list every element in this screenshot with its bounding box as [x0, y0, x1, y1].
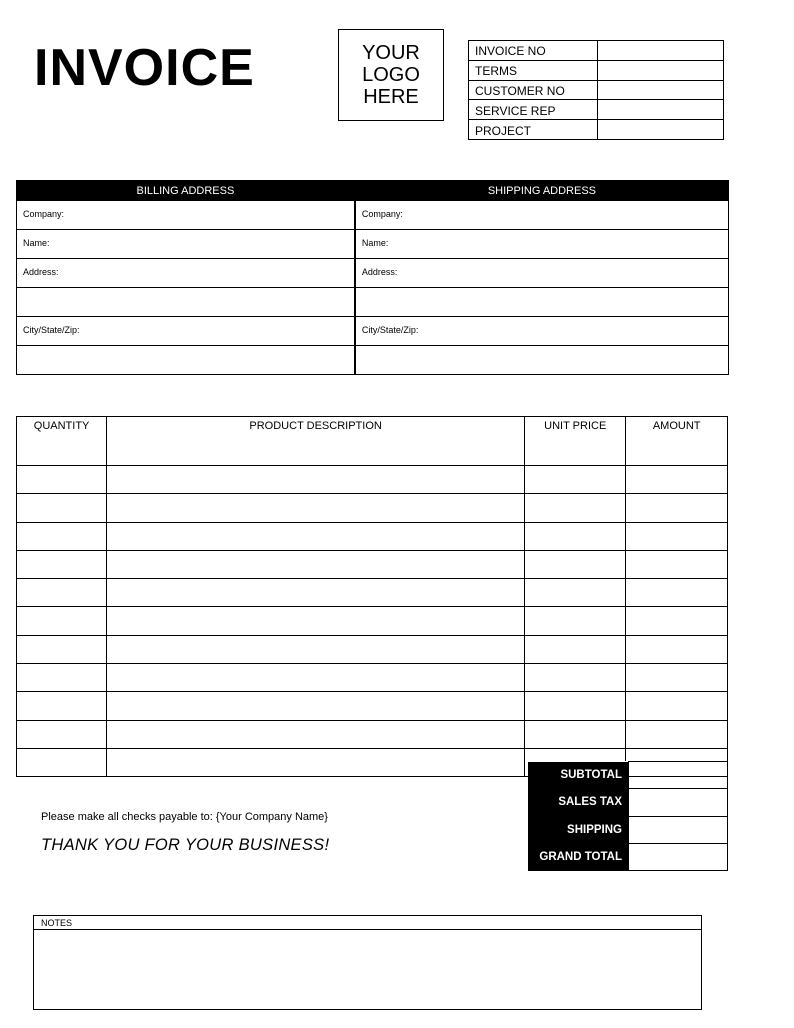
- shipping-company-field[interactable]: Company:: [355, 201, 729, 230]
- quantity-cell[interactable]: [17, 579, 107, 607]
- terms-field[interactable]: [598, 60, 724, 80]
- thank-you-message: THANK YOU FOR YOUR BUSINESS!: [41, 836, 330, 854]
- invoice-meta-table: [468, 40, 724, 140]
- amount-cell[interactable]: [626, 494, 728, 522]
- subtotal-label: SUBTOTAL: [529, 762, 629, 789]
- grand-total-field[interactable]: [629, 843, 728, 870]
- description-cell[interactable]: [107, 466, 525, 494]
- shipping-city-state-zip-field[interactable]: City/State/Zip:: [355, 317, 729, 346]
- amount-cell[interactable]: [626, 522, 728, 550]
- payable-note: Please make all checks payable to: {Your Company Name}: [41, 811, 328, 823]
- quantity-cell[interactable]: [17, 720, 107, 748]
- sales-tax-field[interactable]: [629, 789, 728, 816]
- meta-label: CUSTOMER NO: [469, 80, 598, 100]
- sales-tax-label: SALES TAX: [529, 789, 629, 816]
- description-cell[interactable]: [107, 579, 525, 607]
- logo-placeholder: [338, 29, 444, 121]
- logo-line: YOUR: [362, 42, 420, 64]
- line-item-row: [17, 494, 728, 522]
- unit-price-cell[interactable]: [525, 635, 626, 663]
- quantity-cell[interactable]: [17, 748, 107, 776]
- description-cell[interactable]: [107, 692, 525, 720]
- amount-cell[interactable]: [626, 607, 728, 635]
- unit-price-column-header: UNIT PRICE: [525, 417, 626, 466]
- amount-cell[interactable]: [626, 635, 728, 663]
- meta-label: PROJECT: [469, 120, 598, 140]
- unit-price-cell[interactable]: [525, 664, 626, 692]
- description-cell[interactable]: [107, 664, 525, 692]
- billing-address-line2-field[interactable]: [17, 288, 355, 317]
- unit-price-cell[interactable]: [525, 494, 626, 522]
- amount-cell[interactable]: [626, 550, 728, 578]
- address-table: [16, 180, 729, 375]
- logo-line: LOGO: [362, 64, 420, 86]
- description-cell[interactable]: [107, 607, 525, 635]
- description-cell[interactable]: [107, 635, 525, 663]
- quantity-cell[interactable]: [17, 635, 107, 663]
- line-item-row: [17, 466, 728, 494]
- description-column-header: PRODUCT DESCRIPTION: [107, 417, 525, 466]
- shipping-address-line2-field[interactable]: [355, 288, 729, 317]
- billing-extra-field[interactable]: [17, 346, 355, 375]
- meta-label: INVOICE NO: [469, 41, 598, 61]
- unit-price-cell[interactable]: [525, 692, 626, 720]
- notes-box: [33, 915, 702, 1010]
- line-item-row: [17, 579, 728, 607]
- meta-row-invoice-no: [469, 41, 724, 61]
- billing-address-field[interactable]: Address:: [17, 259, 355, 288]
- shipping-extra-field[interactable]: [355, 346, 729, 375]
- invoice-no-field[interactable]: [598, 41, 724, 61]
- meta-label: SERVICE REP: [469, 100, 598, 120]
- totals-table: [528, 761, 728, 871]
- unit-price-cell[interactable]: [525, 466, 626, 494]
- customer-no-field[interactable]: [598, 80, 724, 100]
- billing-company-field[interactable]: Company:: [17, 201, 355, 230]
- amount-column-header: AMOUNT: [626, 417, 728, 466]
- description-cell[interactable]: [107, 522, 525, 550]
- quantity-cell[interactable]: [17, 692, 107, 720]
- line-item-row: [17, 607, 728, 635]
- logo-line: HERE: [363, 86, 419, 108]
- unit-price-cell[interactable]: [525, 720, 626, 748]
- notes-field[interactable]: [34, 930, 701, 1010]
- amount-cell[interactable]: [626, 466, 728, 494]
- meta-label: TERMS: [469, 60, 598, 80]
- billing-city-state-zip-field[interactable]: City/State/Zip:: [17, 317, 355, 346]
- unit-price-cell[interactable]: [525, 522, 626, 550]
- amount-cell[interactable]: [626, 692, 728, 720]
- billing-name-field[interactable]: Name:: [17, 230, 355, 259]
- line-item-row: [17, 692, 728, 720]
- quantity-cell[interactable]: [17, 494, 107, 522]
- billing-address-header: BILLING ADDRESS: [17, 181, 355, 201]
- line-item-row: [17, 664, 728, 692]
- description-cell[interactable]: [107, 550, 525, 578]
- amount-cell[interactable]: [626, 579, 728, 607]
- subtotal-field[interactable]: [629, 762, 728, 789]
- meta-row-project: [469, 120, 724, 140]
- shipping-address-field[interactable]: Address:: [355, 259, 729, 288]
- line-item-row: [17, 720, 728, 748]
- project-field[interactable]: [598, 120, 724, 140]
- grand-total-label: GRAND TOTAL: [529, 843, 629, 870]
- meta-row-customer-no: [469, 80, 724, 100]
- unit-price-cell[interactable]: [525, 550, 626, 578]
- amount-cell[interactable]: [626, 664, 728, 692]
- notes-label: NOTES: [34, 916, 701, 930]
- line-item-row: [17, 635, 728, 663]
- meta-row-terms: [469, 60, 724, 80]
- shipping-field[interactable]: [629, 816, 728, 843]
- invoice-title: INVOICE: [34, 39, 255, 97]
- shipping-label: SHIPPING: [529, 816, 629, 843]
- description-cell[interactable]: [107, 494, 525, 522]
- description-cell[interactable]: [107, 748, 525, 776]
- shipping-name-field[interactable]: Name:: [355, 230, 729, 259]
- quantity-cell[interactable]: [17, 550, 107, 578]
- unit-price-cell[interactable]: [525, 607, 626, 635]
- description-cell[interactable]: [107, 720, 525, 748]
- quantity-column-header: QUANTITY: [17, 417, 107, 466]
- line-item-row: [17, 550, 728, 578]
- service-rep-field[interactable]: [598, 100, 724, 120]
- shipping-address-header: SHIPPING ADDRESS: [355, 181, 729, 201]
- line-item-row: [17, 522, 728, 550]
- quantity-cell[interactable]: [17, 664, 107, 692]
- amount-cell[interactable]: [626, 720, 728, 748]
- quantity-cell[interactable]: [17, 522, 107, 550]
- meta-row-service-rep: [469, 100, 724, 120]
- line-items-table: [16, 416, 728, 777]
- quantity-cell[interactable]: [17, 466, 107, 494]
- quantity-cell[interactable]: [17, 607, 107, 635]
- unit-price-cell[interactable]: [525, 579, 626, 607]
